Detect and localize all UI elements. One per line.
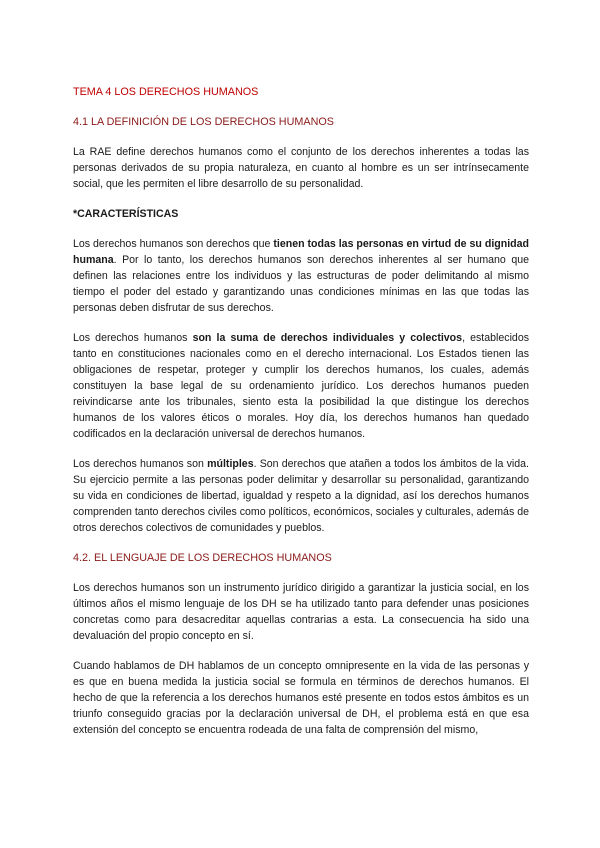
paragraph-definition: La RAE define derechos humanos como el conjunto de los derechos inherentes a todas las personas derivados de su propia naturaleza, en cuanto al hombre es un ser intrínsecamente social, que les permiten el libre desarrollo de su personalidad. [73, 146, 529, 190]
paragraph-multiple-text-c: . Son derechos que atañen a todos los ámbitos de la vida. Su ejercicio permite a las personas poder delimitar y desarrollar su personalidad, garantizando su vida en condiciones de libertad, igualdad y respeto a la dignidad, así los derechos humanos comprenden tanto derechos civiles como políticos, económicos, sociales y culturales, además de otros derechos colectivos de comunidades y pueblos. [73, 458, 529, 534]
paragraph-sum-text-c: , establecidos tanto en constituciones nacionales como en el derecho internacional. Los Estados tienen las obligaciones de respetar, proteger y cumplir los derechos humanos, los cuales, además constituyen la base legal de su ordenamiento jurídico. Los derechos humanos pueden reivindicarse ante los tribunales, siento esta la posibilidad la que distingue los derechos humanos de los valores éticos o morales. Hoy día, los derechos humanos han quedado codificados en la declaración universal de derechos humanos. [73, 332, 530, 440]
section-heading-language: 4.2. EL LENGUAJE DE LOS DERECHOS HUMANOS [73, 552, 332, 564]
paragraph-dignity-text-c: . Por lo tanto, los derechos humanos son derechos inherentes al ser humano que definen las relaciones entre los individuos y las estructuras de poder delimitando al mismo tiempo el poder del estado y garantizando unas condiciones mínimas en las que todas las personas deben disfrutar de sus derechos. [73, 254, 529, 314]
paragraph-dignity-text-a: Los derechos humanos son derechos que [73, 238, 274, 250]
characteristics-heading: *CARACTERÍSTICAS [73, 208, 179, 220]
paragraph-language-2: Cuando hablamos de DH hablamos de un concepto omnipresente en la vida de las personas y es que en buena medida la justicia social se formula en términos de derechos humanos. El hecho de que la referencia a los derechos humanos esté presente en todos estos ámbitos es un triunfo conseguido gracias por la declaración universal de DH, el problema está en que esa extensión del concepto se encuentra rodeada de una falta de comprensión del mismo, [73, 660, 529, 736]
paragraph-multiple-text-a: Los derechos humanos son [73, 458, 208, 470]
document-page [73, 84, 529, 752]
paragraph-language-1: Los derechos humanos son un instrumento jurídico dirigido a garantizar la justicia social, en los últimos años el mismo lenguaje de los DH se ha utilizado tanto para defender unas posiciones concretas como para desacreditar aquellas contrarias a esta. La consecuencia ha sido una devaluación del propio concepto en sí. [73, 582, 529, 642]
paragraph-sum-bold: son la suma de derechos individuales y colectivos [192, 332, 463, 344]
paragraph-sum [73, 330, 529, 442]
paragraph-multiple [73, 456, 529, 536]
paragraph-multiple-bold: múltiples [207, 458, 254, 470]
paragraph-sum-text-a: Los derechos humanos [73, 332, 193, 344]
document-title: TEMA 4 LOS DERECHOS HUMANOS [73, 86, 259, 98]
paragraph-dignity-bold: tienen todas las personas en virtud de su dignidad humana [73, 238, 529, 266]
paragraph-dignity [73, 236, 529, 316]
section-heading-definition: 4.1 LA DEFINICIÓN DE LOS DERECHOS HUMANOS [73, 116, 334, 128]
